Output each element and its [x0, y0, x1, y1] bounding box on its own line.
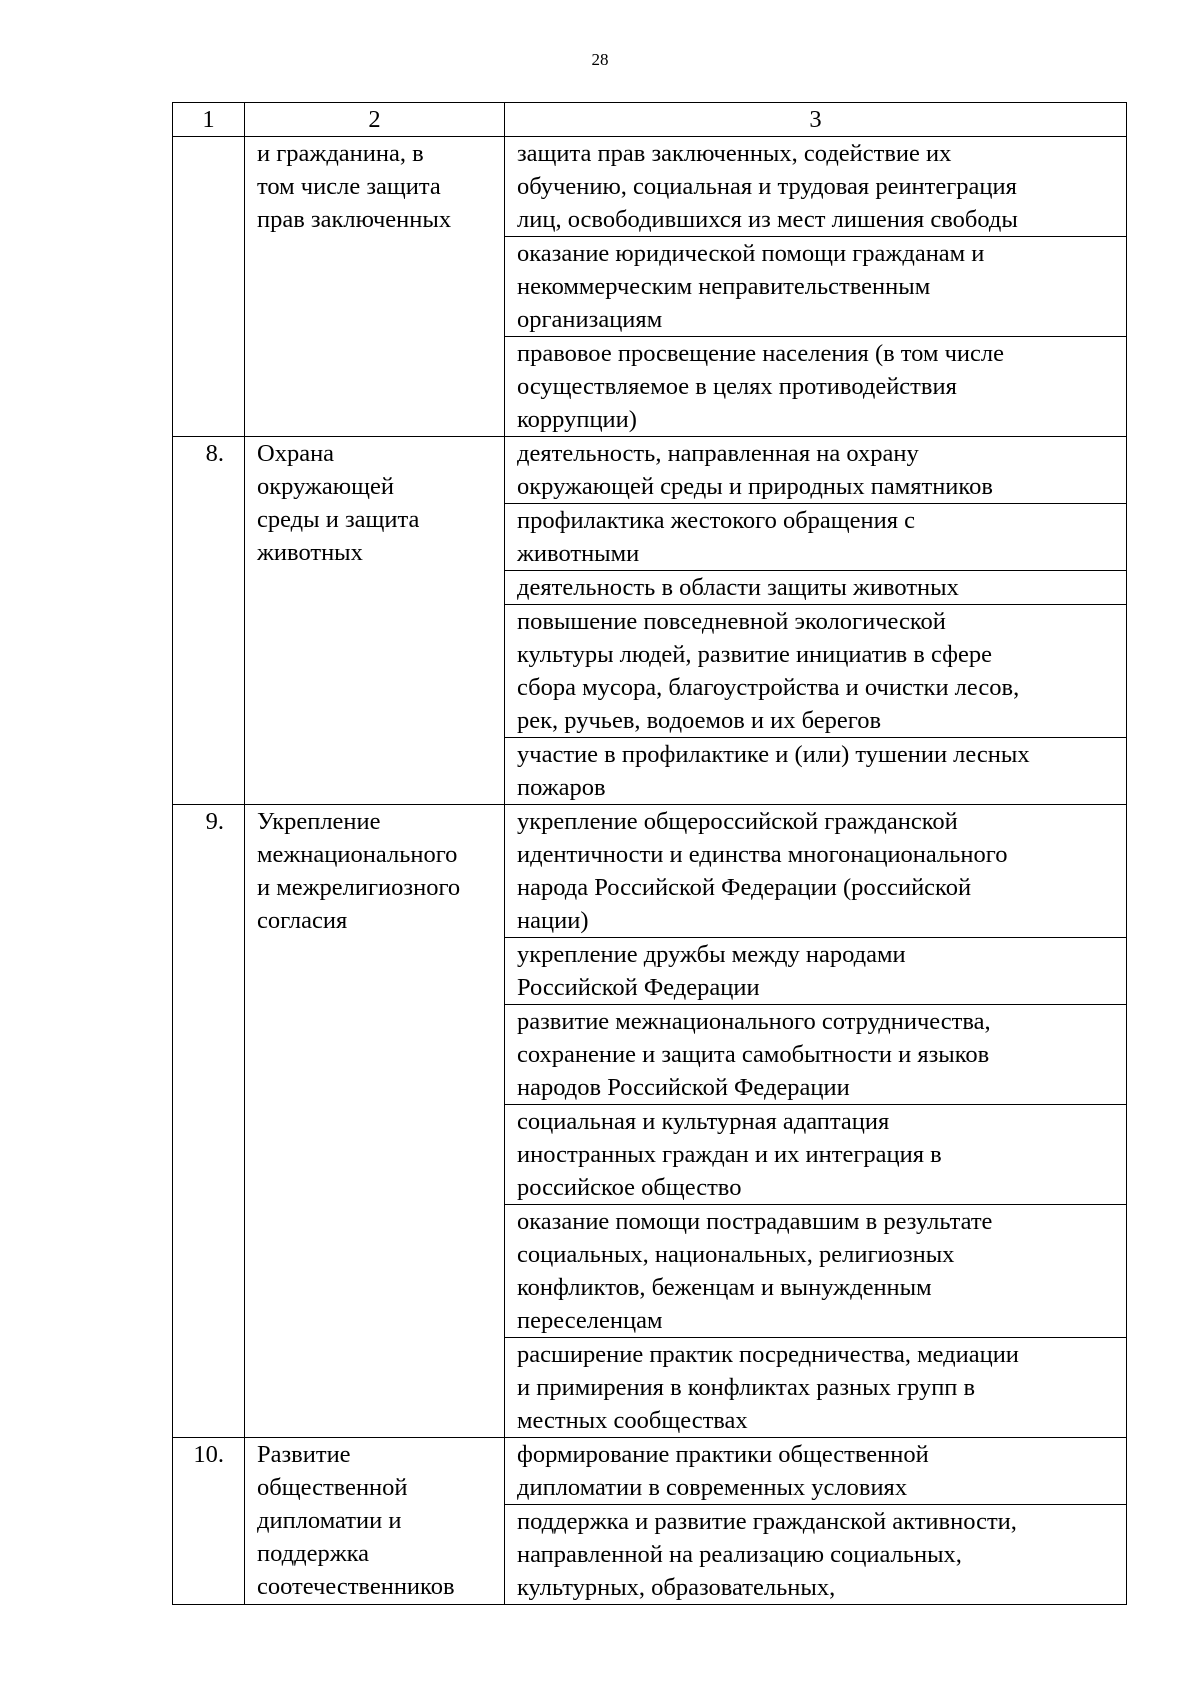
activity-description-line: поддержка и развитие гражданской активности,	[517, 1508, 1017, 1535]
activity-description-line: переселенцам	[517, 1307, 663, 1334]
activity-description-line: социальных, национальных, религиозных	[517, 1241, 955, 1268]
table-row	[173, 437, 1127, 504]
activity-description	[505, 1505, 1127, 1605]
section-title-line: Охрана	[257, 440, 335, 467]
activity-description	[505, 237, 1127, 337]
activity-description-line: культурных, образовательных,	[517, 1574, 836, 1601]
activity-description-line: осуществляемое в целях противодействия	[517, 373, 957, 400]
activity-description-line: российское общество	[517, 1174, 742, 1201]
activity-description-line: участие в профилактике и (или) тушении лесных	[517, 741, 1030, 768]
activity-description-line: идентичности и единства многонационального	[517, 841, 1008, 868]
activity-description-line: Российской Федерации	[517, 974, 760, 1001]
table-row	[173, 1438, 1127, 1505]
activity-description-line: сохранение и защита самобытности и языков	[517, 1041, 990, 1068]
activity-description-line: повышение повседневной экологической	[517, 608, 946, 635]
table-header	[173, 103, 1127, 137]
activity-description-line: народа Российской Федерации (российской	[517, 874, 972, 901]
activity-description	[505, 738, 1127, 805]
activity-description-line: культуры людей, развитие инициатив в сфере	[517, 641, 992, 668]
activity-description-line: рек, ручьев, водоемов и их берегов	[517, 707, 882, 734]
activity-description-line: расширение практик посредничества, медиации	[517, 1341, 1019, 1368]
section-title-line: окружающей	[257, 473, 394, 500]
section-title-line: соотечественников	[257, 1573, 455, 1600]
activity-description-line: деятельность, направленная на охрану	[517, 440, 919, 467]
activity-description-line: правовое просвещение населения (в том числе	[517, 340, 1004, 367]
section-title-line: межнационального	[257, 841, 458, 868]
activity-description-line: деятельность в области защиты животных	[517, 574, 959, 601]
section-number: 10.	[173, 1438, 245, 1605]
section-number: 8.	[173, 437, 245, 805]
activity-description	[505, 1105, 1127, 1205]
activity-description-line: направленной на реализацию социальных,	[517, 1541, 962, 1568]
activity-description-line: и примирения в конфликтах разных групп в	[517, 1374, 976, 1401]
activity-description-line: организациям	[517, 306, 663, 333]
section-title-line: том числе защита	[257, 173, 441, 200]
column-header-3: 3	[505, 103, 1127, 137]
activity-description-line: дипломатии в современных условиях	[517, 1474, 908, 1501]
table-row	[173, 137, 1127, 237]
section-title	[245, 805, 505, 1438]
activity-description-line: местных сообществах	[517, 1407, 748, 1434]
activity-description-line: пожаров	[517, 774, 606, 801]
activity-description	[505, 938, 1127, 1005]
activity-description	[505, 1205, 1127, 1338]
section-title-line: Укрепление	[257, 808, 381, 835]
activity-description	[505, 1338, 1127, 1438]
column-header-1: 1	[173, 103, 245, 137]
section-title-line: Развитие	[257, 1441, 351, 1468]
activity-description	[505, 437, 1127, 504]
activity-description	[505, 805, 1127, 938]
activity-description-line: окружающей среды и природных памятников	[517, 473, 993, 500]
activity-description	[505, 337, 1127, 437]
activity-description-line: укрепление общероссийской гражданской	[517, 808, 958, 835]
activity-description	[505, 1438, 1127, 1505]
activity-description-line: народов Российской Федерации	[517, 1074, 850, 1101]
section-title-line: среды и защита	[257, 506, 420, 533]
activity-description-line: лиц, освободившихся из мест лишения свободы	[517, 206, 1018, 233]
activity-description-line: развитие межнационального сотрудничества,	[517, 1008, 991, 1035]
activity-description	[505, 605, 1127, 738]
section-title-line: общественной	[257, 1474, 408, 1501]
activity-description-line: иностранных граждан и их интеграция в	[517, 1141, 942, 1168]
activity-description-line: нации)	[517, 907, 589, 934]
table-row	[173, 805, 1127, 938]
section-number	[173, 137, 245, 437]
section-title-line: дипломатии и	[257, 1507, 402, 1534]
activity-description-line: коррупции)	[517, 406, 637, 433]
section-title	[245, 1438, 505, 1605]
activity-description-line: животными	[517, 540, 640, 567]
activity-description-line: конфликтов, беженцам и вынужденным	[517, 1274, 932, 1301]
activity-description-line: некоммерческим неправительственным	[517, 273, 931, 300]
activity-description	[505, 504, 1127, 571]
activity-description-line: оказание юридической помощи гражданам и	[517, 240, 985, 267]
activity-description-line: профилактика жестокого обращения с	[517, 507, 916, 534]
section-title	[245, 437, 505, 805]
section-title-line: прав заключенных	[257, 206, 452, 233]
page-number: 28	[591, 50, 609, 69]
section-title	[245, 137, 505, 437]
activity-description	[505, 571, 1127, 605]
table-body	[173, 137, 1127, 1605]
column-header-2: 2	[245, 103, 505, 137]
section-title-line: и гражданина, в	[257, 140, 424, 167]
section-title-line: и межрелигиозного	[257, 874, 461, 901]
section-title-line: животных	[257, 539, 363, 566]
table-header-row	[173, 103, 1127, 137]
activity-description	[505, 137, 1127, 237]
activity-description-line: формирование практики общественной	[517, 1441, 929, 1468]
activity-description-line: социальная и культурная адаптация	[517, 1108, 890, 1135]
activity-table	[172, 102, 1127, 1605]
activity-description-line: оказание помощи пострадавшим в результате	[517, 1208, 993, 1235]
section-title-line: поддержка	[257, 1540, 370, 1567]
activity-description	[505, 1005, 1127, 1105]
activity-description-line: обучению, социальная и трудовая реинтеграция	[517, 173, 1017, 200]
section-number: 9.	[173, 805, 245, 1438]
activity-description-line: защита прав заключенных, содействие их	[517, 140, 952, 167]
section-title-line: согласия	[257, 907, 348, 934]
activity-description-line: укрепление дружбы между народами	[517, 941, 906, 968]
activity-description-line: сбора мусора, благоустройства и очистки лесов,	[517, 674, 1020, 701]
